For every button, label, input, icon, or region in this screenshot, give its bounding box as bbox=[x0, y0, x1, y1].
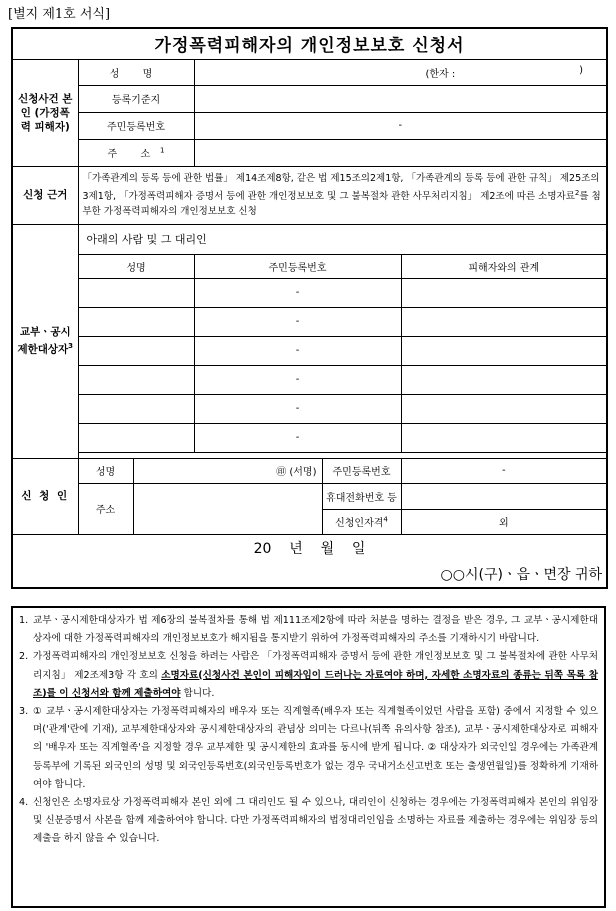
row-rrn-field[interactable]: - bbox=[194, 423, 401, 452]
phone-field[interactable] bbox=[401, 483, 607, 509]
row-name-field[interactable] bbox=[78, 394, 194, 423]
name-label: 성 명 bbox=[78, 59, 194, 85]
row-relation-field[interactable] bbox=[401, 307, 607, 336]
table-row bbox=[12, 336, 607, 365]
col-header-rrn: 주민등록번호 bbox=[194, 254, 401, 278]
hanja-close: ) bbox=[579, 64, 584, 76]
applicant-rrn-label: 주민등록번호 bbox=[322, 458, 401, 483]
section-label-restricted: 교부ㆍ공시 제한대상자$^3$ bbox=[12, 224, 78, 458]
seal-mark: ㊞ (서명) bbox=[276, 467, 317, 478]
note-item: 4. 신청인은 소명자료상 가정폭력피해자 본인 외에 그 대리인도 될 수 있으나, 대리인이 신청하는 경우에는 가정폭력피해자 본인의 위임장 및 신분증명서 사본을 함께 제출하여야 합니다. 다만 가정폭력피해자의 법정대리인임을 소명하는 자료를 제출하는 경우에는 위임장 등의 제출을 하지 않을 수 있습니다. bbox=[19, 797, 598, 845]
row-name-field[interactable] bbox=[78, 365, 194, 394]
row-name-field[interactable] bbox=[78, 423, 194, 452]
hanja-label: (한자 : bbox=[425, 68, 456, 80]
applicant-name-label: 성명 bbox=[78, 458, 133, 483]
row-relation-field[interactable] bbox=[401, 423, 607, 452]
qualification-footnote: 4 bbox=[383, 515, 388, 524]
form-title: 가정폭력피해자의 개인정보보호 신청서 bbox=[12, 28, 607, 59]
notes-box bbox=[11, 606, 606, 908]
section-label-basis: 신청 근거 bbox=[12, 166, 78, 224]
row-name-field[interactable] bbox=[78, 307, 194, 336]
addressee-line: ○○시(구)ㆍ읍ㆍ면장 귀하 bbox=[12, 561, 607, 588]
note-item: 2. 가정폭력피해자의 개인정보보호 신청을 하려는 사람은 「가정폭력피해자 증명서 등에 관한 개인정보보호 및 그 불복절차에 관한 사무처리지침」 제2조제3항 각 호의 소명자료(신청사건 본인이 피해자임이 드러나는 자료여야 하며, 자세한 소명자료의 종류는 뒤쪽 목록 참조)를 이 신청서와 함께 제출하여야 합니다. bbox=[19, 651, 598, 699]
row-rrn-field[interactable]: - bbox=[194, 307, 401, 336]
table-row bbox=[12, 307, 607, 336]
form-number-tag: [별지 제1호 서식] bbox=[8, 7, 111, 22]
name-field[interactable] bbox=[194, 59, 607, 85]
row-rrn-field[interactable]: - bbox=[194, 394, 401, 423]
qualification-field[interactable]: 외 bbox=[401, 509, 607, 534]
row-rrn-field[interactable]: - bbox=[194, 336, 401, 365]
basis-text: 「가족관계의 등록 등에 관한 법률」 제14조제8항, 같은 법 제15조의2제1항, 「가족관계의 등록 등에 관한 규칙」 제25조의3제1항, 「가정폭력피해자 증명서 등에 관한 개인정보보호 및 그 불복절차 관한 사무처리지침」 제2조에 따른 소명자료$^2$를 첨부한 가정폭력피해자의 개인정보보호 신청 bbox=[78, 166, 607, 224]
applicant-rrn-field[interactable]: - bbox=[401, 458, 607, 483]
table-row bbox=[12, 423, 607, 452]
registry-label: 등록기준지 bbox=[78, 85, 194, 112]
row-relation-field[interactable] bbox=[401, 394, 607, 423]
address-label: 주 소$^1$ bbox=[78, 139, 194, 166]
registry-field[interactable] bbox=[194, 85, 607, 112]
application-form-table bbox=[11, 27, 608, 589]
table-row bbox=[12, 278, 607, 307]
applicant-address-label: 주소 bbox=[78, 483, 133, 534]
section-label-applicant: 신 청 인 bbox=[12, 458, 78, 534]
col-header-relation: 피해자와의 관계 bbox=[401, 254, 607, 278]
rrn-field[interactable] bbox=[194, 112, 607, 139]
applicant-name-field[interactable] bbox=[133, 458, 322, 483]
row-relation-field[interactable] bbox=[401, 365, 607, 394]
phone-label: 휴대전화번호 등 bbox=[322, 483, 401, 509]
section-label-subject: 신청사건 본인 (가정폭력 피해자) bbox=[12, 59, 78, 166]
row-relation-field[interactable] bbox=[401, 336, 607, 365]
row-name-field[interactable] bbox=[78, 336, 194, 365]
applicant-address-field[interactable] bbox=[133, 483, 322, 534]
address-field[interactable] bbox=[194, 139, 607, 166]
row-relation-field[interactable] bbox=[401, 278, 607, 307]
note-emphasis: 소명자료(신청사건 본인이 피해자임이 드러나는 자료여야 하며, 자세한 소명자료의 종류는 뒤쪽 목록 참조)를 이 신청서와 함께 제출하여야 bbox=[33, 669, 598, 699]
col-header-name: 성명 bbox=[78, 254, 194, 278]
rrn-dash: - bbox=[398, 120, 403, 131]
date-line[interactable]: 20 년 월 일 bbox=[12, 534, 607, 561]
table-row bbox=[12, 394, 607, 423]
address-footnote: 1 bbox=[160, 146, 165, 155]
restricted-intro: 아래의 사람 및 그 대리인 bbox=[78, 224, 607, 254]
basis-footnote: 2 bbox=[574, 188, 580, 197]
table-row bbox=[12, 365, 607, 394]
qualification-label: 신청인자격$^4$ bbox=[322, 509, 401, 534]
restricted-footnote: 3 bbox=[68, 342, 74, 351]
note-item: 3. ① 교부ㆍ공시제한대상자는 가정폭력피해자의 배우자 또는 직계혈족(배우자 또는 직계혈족이었던 사람을 포함) 중에서 지정할 수 있으며('관계'란에 기재), 교부제한대상자와 공시제한대상자의 관념상 의미는 다르나(뒤쪽 유의사항 참조), 교부ㆍ공시제한대상자로 피해자의 '배우자 또는 직계혈족'을 지정할 경우 교부제한 및 공시제한의 효과를 동시에 받게 됩니다. ② 대상자가 외국인일 경우에는 가족관계등록부에 기록된 외국인의 성명 및 외국인등록번호(외국인등록번호가 없는 경우 국내거소신고번호 또는 출생연월일)를 정확하게 기재하여야 합니다. bbox=[19, 706, 598, 790]
row-rrn-field[interactable]: - bbox=[194, 365, 401, 394]
row-name-field[interactable] bbox=[78, 278, 194, 307]
row-rrn-field[interactable]: - bbox=[194, 278, 401, 307]
note-item: 1. 교부ㆍ공시제한대상자가 법 제6장의 불복절차를 통해 법 제111조제2항에 따라 처분을 명하는 결정을 받은 경우, 그 교부ㆍ공시제한대상자에 대한 가정폭력피해자의 개인정보보호가 해지됨을 통지받기 위하여 가정폭력피해자의 주소를 기재하시기 바랍니다. bbox=[19, 615, 598, 645]
rrn-label: 주민등록번호 bbox=[78, 112, 194, 139]
